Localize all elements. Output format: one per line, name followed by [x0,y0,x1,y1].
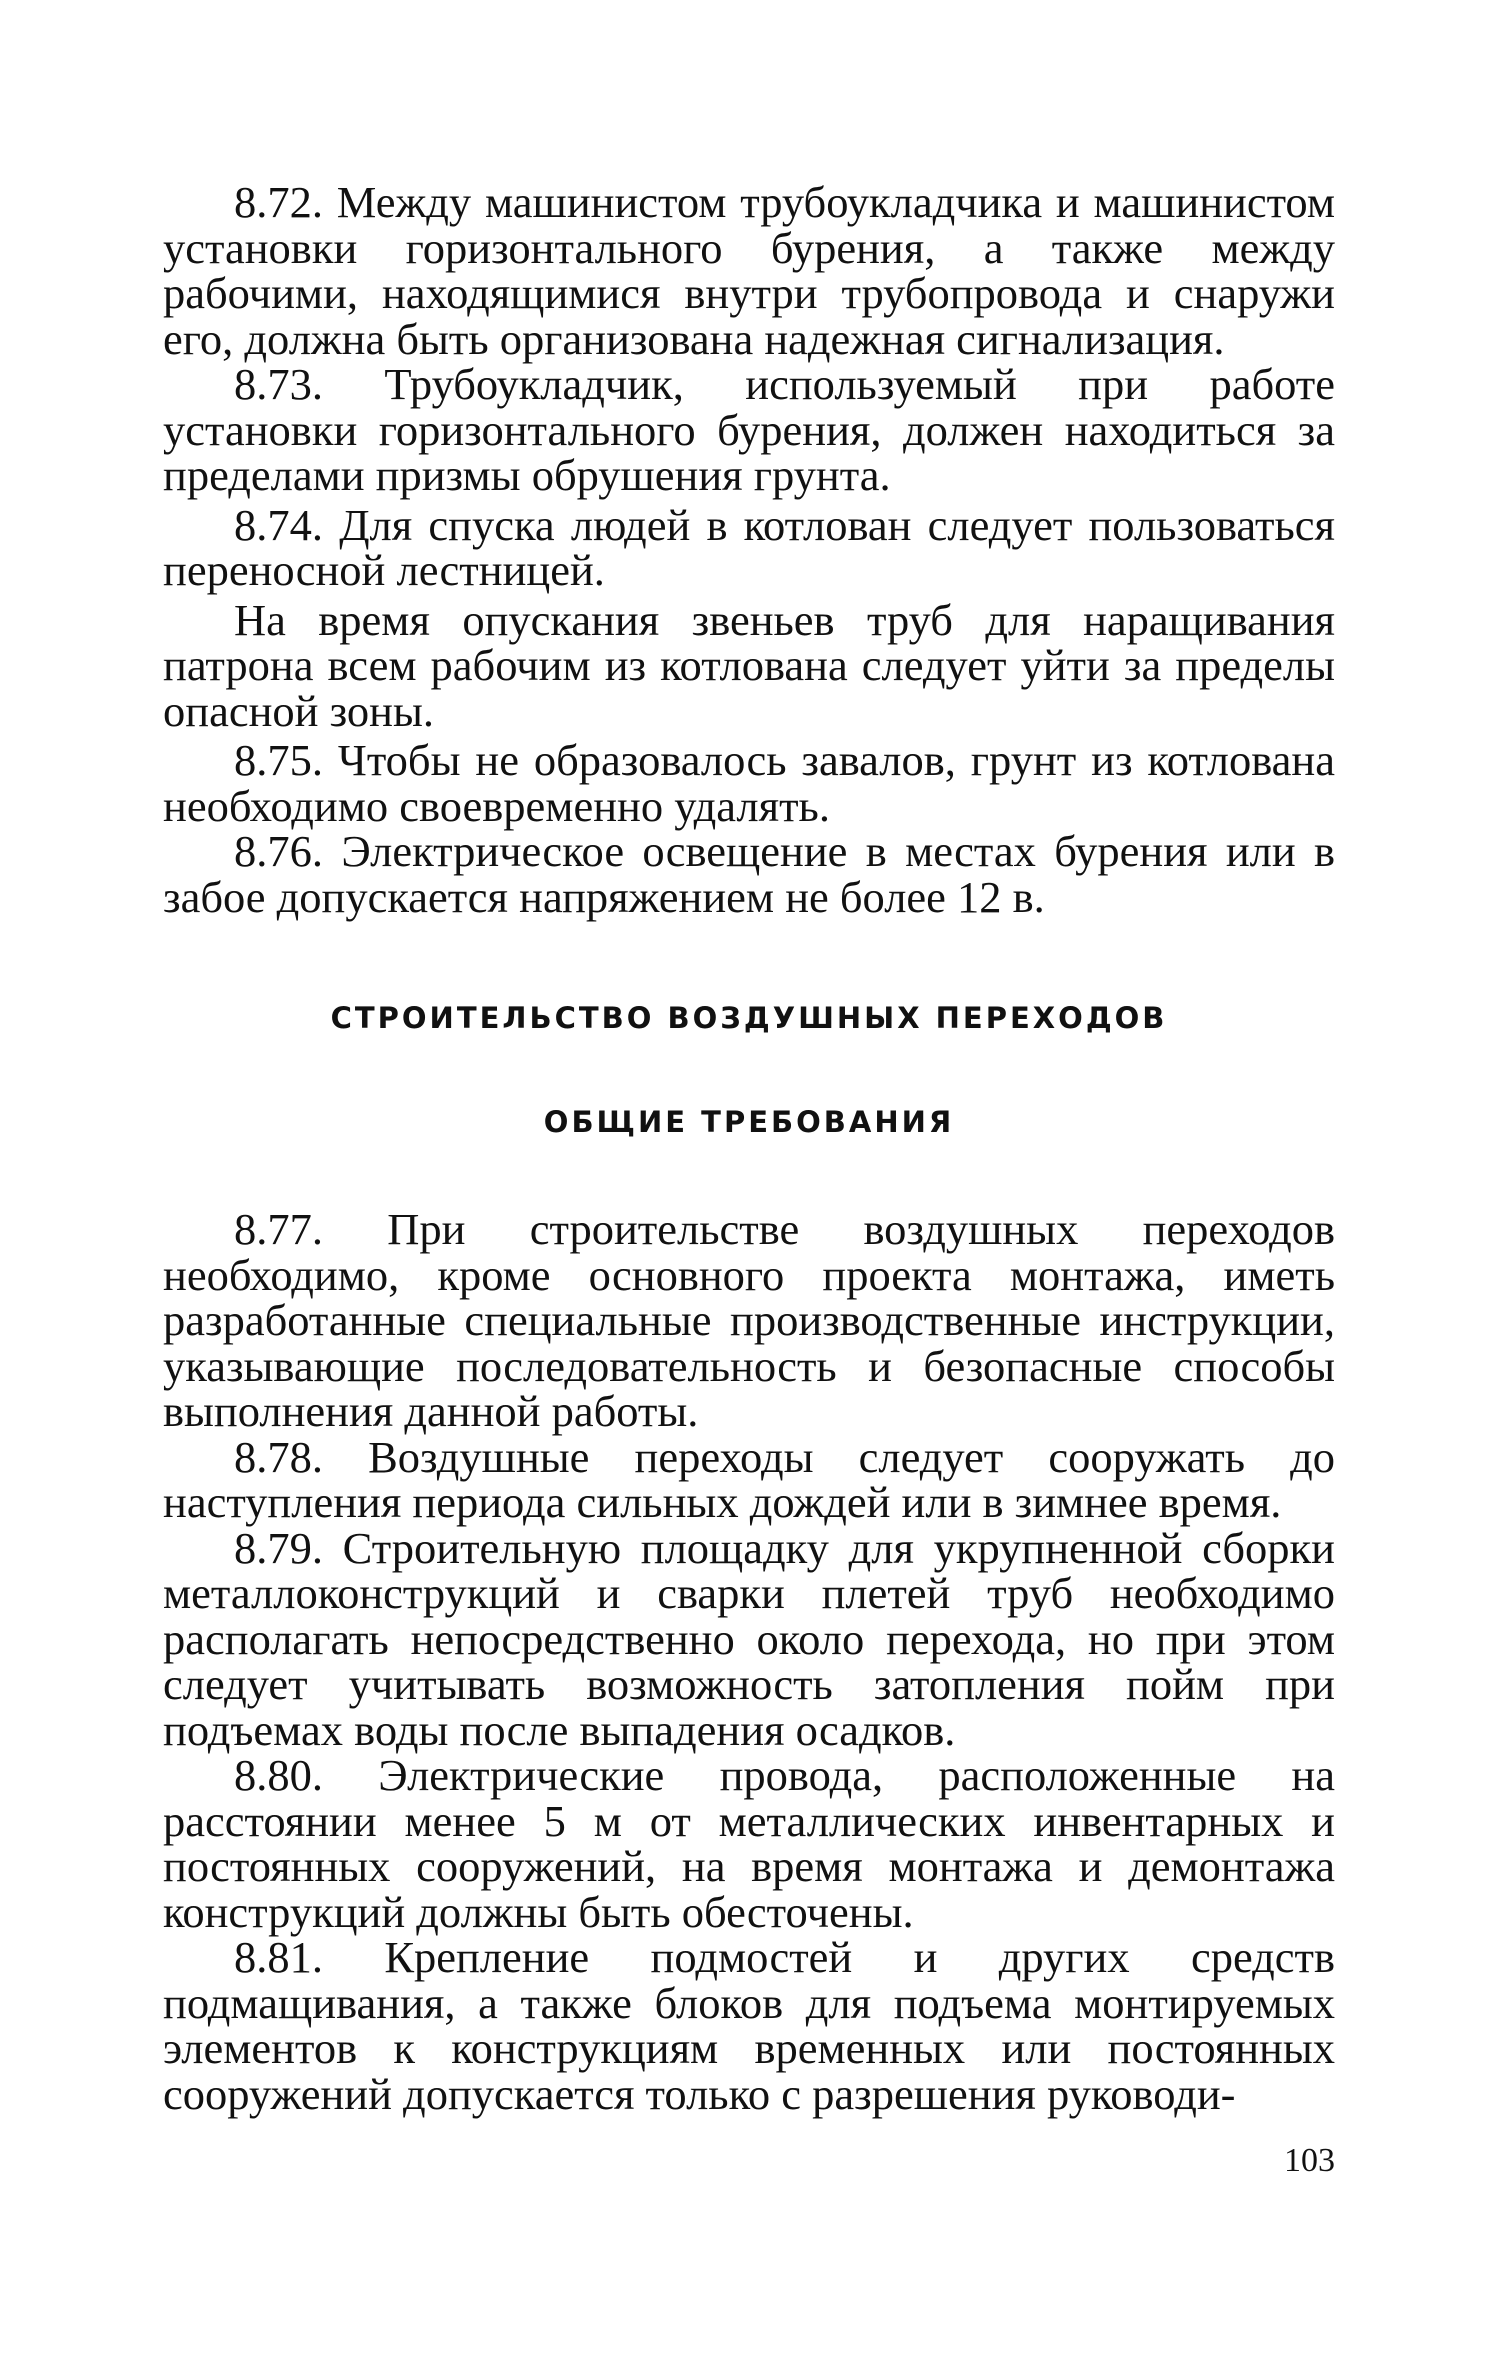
paragraph-8-74-continued: На время опускания звеньев труб для наращивания патрона всем рабочим из котлована следует уйти за пределы опасной зоны. [163,594,1335,736]
paragraph-8-79: 8.79. Строительную площадку для укрупненной сборки металлоконструкций и сварки плетей труб необходимо располагать непосредственно около перехода, но при этом следует учитывать возможность затопления пойм при подъемах воды после выпадения осадков. [163,1522,1335,1755]
section-title: СТРОИТЕЛЬСТВО ВОЗДУШНЫХ ПЕРЕХОДОВ [330,1001,1168,1035]
paragraph-8-74: 8.74. Для спуска людей в котлован следует пользоваться переносной лестницей. [163,499,1335,595]
page-number: 103 [1284,2142,1335,2179]
paragraph-8-73: 8.73. Трубоукладчик, используемый при работе установки горизонтального бурения, должен находиться за пределами призмы обрушения грунта. [163,359,1335,500]
paragraph-8-80: 8.80. Электрические провода, расположенные на расстоянии менее 5 м от металлических инвентарных и постоянных сооружений, на время монтажа и демонтажа конструкций должны быть обесточены. [163,1750,1335,1937]
paragraph-8-77: 8.77. При строительстве воздушных переходов необходимо, кроме основного проекта монтажа, иметь разработанные специальные производственные инструкции, указывающие последовательность и безопасные способы выполнения данной работы. [163,1204,1335,1436]
paragraph-8-78: 8.78. Воздушные переходы следует сооружать до наступления периода сильных дождей или в зимнее время. [163,1431,1335,1527]
paragraph-8-81: 8.81. Крепление подмостей и других средств подмащивания, а также блоков для подъема монтируемых элементов к конструкциям временных или постоянных сооружений допускается только с разрешения руководи- [163,1932,1335,2119]
paragraph-8-76: 8.76. Электрическое освещение в местах бурения или в забое допускается напряжением не более 12 в. [163,826,1335,922]
paragraph-8-75: 8.75. Чтобы не образовалось завалов, грунт из котлована необходимо своевременно удалять. [163,735,1335,831]
paragraph-8-72: 8.72. Между машинистом трубоукладчика и машинистом установки горизонтального бурения, а также между рабочими, находящимися внутри трубопровода и снаружи его, должна быть организована надежная сигнализация. [163,177,1335,364]
page-body [163,177,1335,2119]
subsection-title: ОБЩИЕ ТРЕБОВАНИЯ [543,1104,955,1139]
